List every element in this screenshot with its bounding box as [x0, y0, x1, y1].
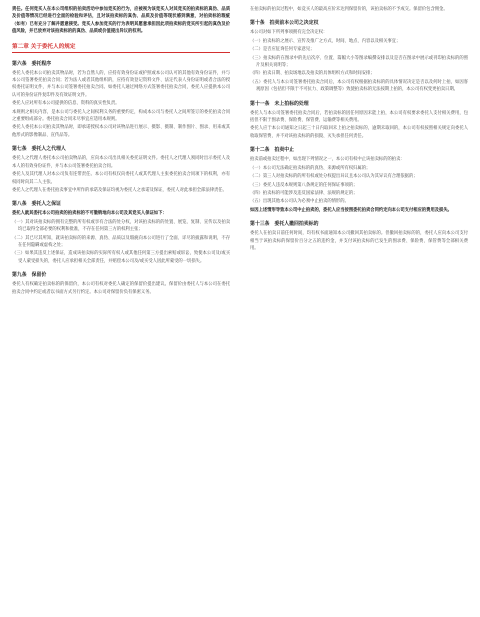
list-item: （四）拍卖标的可能涉及违反国家法律、法规的规定的； [250, 190, 358, 196]
list-item: （二）其已尽其所知，就该拍卖标的的来源、真伪、品质以及瑕疵向本公司进行了全面、详尽的披露和说明，不存在任何隐瞒或虚构之处； [12, 235, 230, 248]
left-column [12, 6, 230, 297]
article-paragraph: 委托人之代理人委托本公司拍卖物品的，应向本公司出具相关委托证明文件。委托人之代理人须同时出示委托人及本人的有效身份证件，并与本公司签署委托拍卖合同。 [12, 156, 230, 169]
list-item: （五）委托人与本公司签署委托拍卖合同后，本公司有权根据拍卖标的的具体情况决定是否以及何时上拍，如因客观原因（包括但不限于不可抗力、政策调整等）致使拍卖标的无法按期上拍的，本公司有权变更拍卖日期。 [250, 79, 468, 93]
article-paragraph: 委托人委托本公司拍卖其物品时，即承诺授权本公司对该物品进行展示、摄影、摄制、制作图片、图录、用来或其他形式的影像制品、宣传品等。 [12, 125, 230, 138]
article-paragraph: 委托人之代理人在委托拍卖事宜中所作的承诺及保证均视为委托人之承诺及保证，委托人对此承担全部法律责任。 [12, 187, 227, 193]
article-title: 第八条 委托人之保证 [12, 201, 61, 208]
list-item: （三）如果其违反上述保证，造成该拍卖标的实际所有权人或其他任何第三方提出索赔或诉讼，致使本公司及/或买受人蒙受损失的，委托人应承担相关全部责任，并赔偿本公司及/或买受人因此所蒙受的一切损失。 [12, 251, 230, 264]
article-paragraph: 委托人在拍卖日前任何时间，均有权书面通知本公司撤回其拍卖标的。但撤回拍卖标的的，委托人应向本公司支付相当于该拍卖标的保留价百分之五的违约金，并支付该拍卖标的已发生的图录费、保险费、保管费等全部相关费用。 [250, 231, 468, 251]
article-title: 第十一条 未上拍标的处理 [250, 100, 309, 107]
article-paragraph: 本规则之相关内容，是本公司与委托人之间权利义务的重要约定，构成本公司与委托人之间所签订的委托拍卖合同之重要组成部分。委托拍卖合同未尽事宜应适用本规则。 [12, 109, 230, 123]
article-title: 第六条 委托程序 [12, 60, 52, 67]
list-item: （五）出现其他本公司认为必须中止拍卖的情形的。 [250, 199, 349, 205]
right-column [250, 6, 468, 253]
continued-paragraph: 在拍卖标的拍卖过程中，如竞买人的最高应价未达到保留价的，该拍卖标的不予成交。保留价包含佣金。 [250, 7, 448, 12]
list-item: （一）拍卖标的之展示、宣传及推广之方式、时间、地点、内容以及相关事宜； [250, 38, 401, 44]
list-item: （三）委托人违反本规则第八条规定的任何保证事项的； [250, 182, 358, 188]
article-paragraph: 委托人及其代理人对本公司负有连带责任。本公司有权仅向委托人或其代理人主张委托拍卖合同项下的权利，亦有权同时向其二人主张。 [12, 172, 230, 185]
article-paragraph: 委托人就其委托本公司拍卖的拍卖标的不可撤销地向本公司及其竞买人保证如下： [12, 211, 167, 217]
article-paragraph: 本公司对如下所列事项拥有完全决定权： [250, 30, 328, 36]
intro-paragraph: 责任。任何竞买人在本公司组织的拍卖活动中参加竞买的行为，应被视为该竞买人对其竞买的拍卖标的真伪、品质及价值等情况已经进行全面的检验和评估，且对该拍卖标的真伪、品质及价值等现状感到满意，对拍卖标的瑕疵（如有）已有充分了解并愿意接受。竞买人参加竞买的行为表明其愿意承担因此项拍卖标的竞买所引起的真伪及价值风险，并已放弃对该拍卖标的的真伪、品质或价值提出异议的权利。 [12, 7, 230, 35]
list-item: （二）第三人对拍卖标的的所有权或处分权提出异议且本公司认为其异议有合理依据的； [250, 174, 418, 180]
article-paragraph: 委托人应对所有本公司提供的信息、资料的真实性负责。 [12, 101, 120, 107]
list-item: （四）拍卖日期、拍卖场地以及拍卖的具体组织方式和时间安排； [250, 71, 375, 77]
list-item: （二）是否应征询任何专家意见； [250, 47, 315, 53]
article-title: 第十三条 委托人撤回拍卖标的 [250, 221, 319, 228]
article-paragraph: 委托人委托本公司拍卖其物品时，若为自然人的，应持有效身份证或护照或本公司认可的其他有效身份证件，并与本公司签署委托拍卖合同；若为法人或者其他组织的，应持有效登记资料文件、法定代表人身份证明或者合法的授权委托证明文件，并与本公司签署委托拍卖合同。如委托人通过网络方式签署委托拍卖合同，委托人应提供本公司认可的身份证件复印件及有效证明文件。 [12, 70, 230, 98]
article-paragraph: 如因上述情形导致本公司中止拍卖的，委托人应当按照委托拍卖合同约定向本公司支付相应的费用及损失。 [250, 207, 452, 213]
article-title: 第十二条 拍卖中止 [250, 147, 295, 154]
chapter-heading: 第二章 关于委托人的规定 [12, 42, 230, 53]
article-title: 第七条 委托人之代理人 [12, 146, 66, 153]
article-title: 第九条 保留价 [12, 272, 47, 279]
list-item: （一）本公司无法确定拍卖标的的真伪、来源或所有权归属的； [250, 165, 371, 171]
article-paragraph: 拍卖前或拍卖过程中，如出现下列情况之一，本公司有权中止该拍卖标的的拍卖： [250, 157, 405, 163]
article-paragraph: 委托人应于本公司通知之日起三十日内取回未上拍之拍卖标的，逾期未取回的，本公司有权按照相关规定向委托人收取保管费，并不对该拍卖标的的损毁、灭失承担任何责任。 [250, 126, 468, 139]
article-paragraph: 委托人有权确定拍卖标的的保留价，本公司有权对委托人确定的保留价提出建议。保留价由委托人与本公司在委托拍卖合同中约定或者以书面方式另行约定。本公司对保留价负有保密义务。 [12, 282, 230, 295]
list-item: （一）其对该拍卖标的拥有完整的所有权或享有合法的处分权，对该拍卖标的的处置、展览、复制、宣传以及拍卖均已取得全部必要的权利和批准，不存在任何第三方的权利主张； [12, 219, 230, 233]
article-title: 第十条 拍卖前本公司之决定权 [250, 20, 319, 27]
article-paragraph: 委托人与本公司签署委托拍卖合同后，若拍卖标的因任何原因未能上拍，本公司有权要求委托人支付相关费用，包括但不限于图录费、保险费、保管费、运输费等相关费用。 [250, 110, 468, 124]
list-item: （三）拍卖标的在图录中的先后次序、位置、篇幅大小等图录编撰安排以及是否在图录中展示或刊印拍卖标的的照片及相关说明等； [250, 55, 468, 69]
